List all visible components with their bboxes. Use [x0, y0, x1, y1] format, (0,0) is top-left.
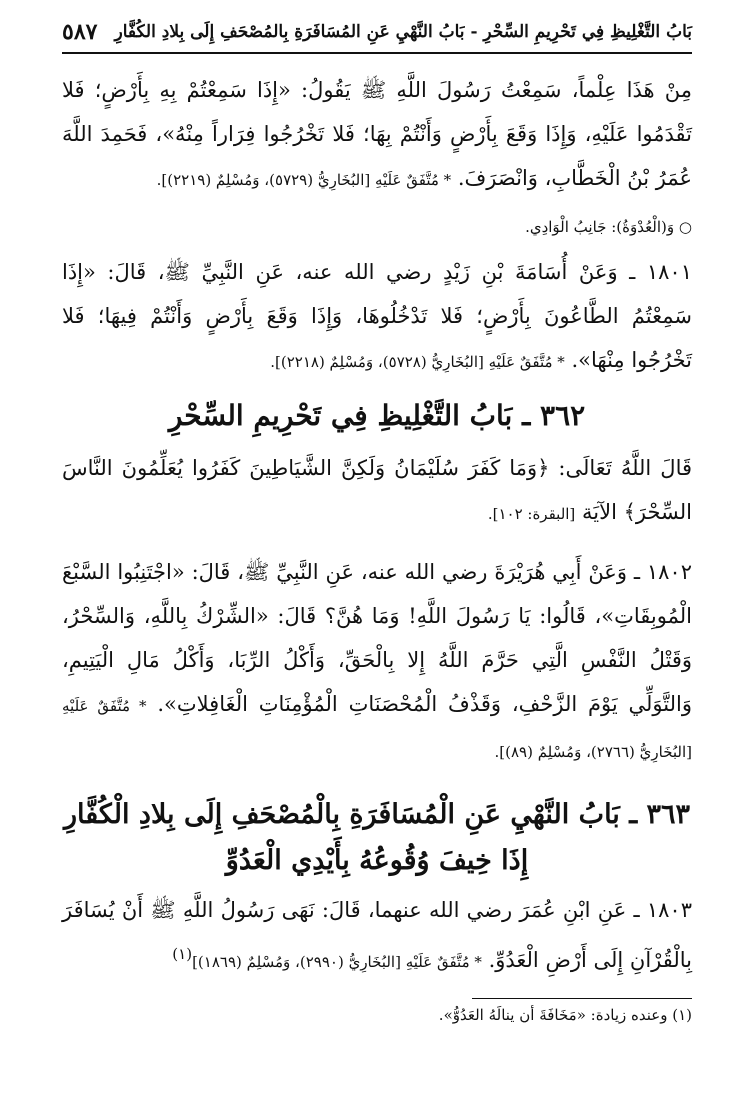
paragraph-continuation	[62, 68, 692, 202]
chapter-heading-362: ٣٦٢ ـ بَابُ التَّغْلِيظِ فِي تَحْرِيمِ السِّحْرِ	[168, 399, 586, 432]
page-number: ٥٨٧	[62, 19, 98, 45]
page-header	[62, 12, 692, 54]
citation: * مُتَّفَقٌ عَلَيْهِ [البُخَارِيُّ (٥٧٢٨)، وَمُسْلِمٌ (٢٢١٨)].	[270, 353, 565, 371]
hadith-text: ١٨٠١ ـ وَعَنْ أُسَامَةَ بْنِ زَيْدٍ رضي الله عنه، عَنِ النَّبِيِّ ﷺ، قَالَ: «إِذَا سَمِعْتُمُ الطَّاعُونَ بِأَرْضٍ؛ فَلا تَدْخُلُوهَا، وَإِذَا وَقَعَ بِأَرْضٍ وَأَنْتُمْ فِيهَا؛ فَلا تَخْرُجُوا مِنْهَا».	[62, 260, 692, 372]
footnote: (١) وعنده زيادة: «مَخَافَةَ أن ينالَهُ العَدُوُّ».	[438, 1006, 692, 1024]
hadith-1803	[62, 888, 692, 984]
footnote-reference: (١)	[172, 945, 193, 963]
hadith-text: ١٨٠٢ ـ وَعَنْ أَبِي هُرَيْرَةَ رضي الله عنه، عَنِ النَّبِيِّ ﷺ، قَالَ: «اجْتَنِبُوا السَّبْعَ الْمُوبِقَاتِ»، قَالُوا: يَا رَسُولَ اللَّهِ! وَمَا هُنَّ؟ قَالَ: «الشِّرْكُ بِاللَّهِ، وَالسِّحْرُ، وَقَتْلُ النَّفْسِ الَّتِي حَرَّمَ اللَّهُ إِلا بِالْحَقِّ، وَأَكْلُ الرِّبَا، وَأَكْلُ مَالِ الْيَتِيمِ، وَالتَّوَلِّي يَوْمَ الزَّحْفِ، وَقَذْفُ الْمُحْصَنَاتِ الْمُؤْمِنَاتِ الْغَافِلاتِ».	[62, 560, 692, 716]
running-title: بَابُ التَّغْلِيظِ فِي تَحْرِيمِ السِّحْرِ - بَابُ النَّهْيِ عَنِ المُسَافَرَةِ بِالمُصْحَفِ إِلَى بِلادِ الكُفَّارِ	[114, 22, 692, 42]
chapter-heading-363	[62, 792, 692, 884]
paragraph-text: مِنْ هَذَا عِلْماً، سَمِعْتُ رَسُولَ اللَّهِ ﷺ يَقُولُ: «إِذَا سَمِعْتُمْ بِهِ بِأَرْضٍ؛ فَلا تَقْدَمُوا عَلَيْهِ، وَإِذَا وَقَعَ بِأَرْضٍ وَأَنْتُمْ بِهَا؛ فَلا تَخْرُجُوا فِرَاراً مِنْهُ»، فَحَمِدَ اللَّهَ عُمَرُ بْنُ الْخَطَّابِ، وَانْصَرَفَ.	[62, 78, 692, 190]
citation: * مُتَّفَقٌ عَلَيْهِ [البُخَارِيُّ (٢٧٦٦)، وَمُسْلِمٌ (٨٩)].	[62, 697, 692, 761]
gloss-note: ○ وَ(الْعُدْوَةُ): جَانِبُ الْوَادِي.	[525, 218, 692, 236]
footnote-separator	[472, 998, 692, 999]
chapter-heading-line-1: ٣٦٣ ـ بَابُ النَّهْيِ عَنِ الْمُسَافَرَةِ بِالْمُصْحَفِ إِلَى بِلادِ الْكُفَّارِ	[63, 799, 691, 830]
chapter-heading-line-2: إِذَا خِيفَ وُقُوعُهُ بِأَيْدِي الْعَدُوِّ	[225, 845, 529, 876]
hadith-1801	[62, 250, 692, 384]
hadith-text: ١٨٠٣ ـ عَنِ ابْنِ عُمَرَ رضي الله عنهما، قَالَ: نَهَى رَسُولُ اللَّهِ ﷺ أَنْ يُسَافَرَ بِالْقُرْآنِ إِلَى أَرْضِ الْعَدُوِّ.	[62, 898, 692, 972]
hadith-1802	[62, 550, 692, 774]
citation: * مُتَّفَقٌ عَلَيْهِ [البُخَارِيُّ (٢٩٩٠)، وَمُسْلِمٌ (١٨٦٩)]	[192, 953, 482, 971]
quran-text: قَالَ اللَّهُ تَعَالَى: ﴿وَمَا كَفَرَ سُلَيْمَانُ وَلَكِنَّ الشَّيَاطِينَ كَفَرُوا يُعَلِّمُونَ النَّاسَ السِّحْرَ﴾ الآيَة	[62, 456, 692, 524]
quran-citation: [البقرة: ١٠٢].	[487, 505, 576, 523]
citation: * مُتَّفَقٌ عَلَيْهِ [البُخَارِيُّ (٥٧٢٩)، وَمُسْلِمٌ (٢٢١٩)].	[156, 171, 452, 189]
quran-quote	[62, 446, 692, 536]
